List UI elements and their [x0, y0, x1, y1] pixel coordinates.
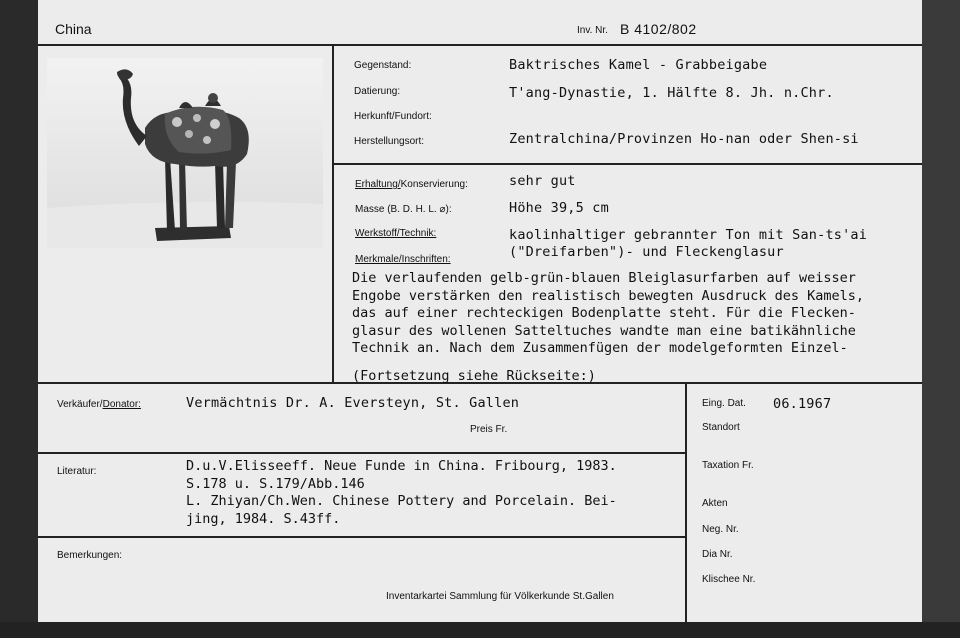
- akten-label: Akten: [702, 498, 728, 509]
- erhaltung-label: [355, 179, 468, 190]
- description-line: das auf einer rechteckigen Bodenplatte steht. Für die Flecken-: [352, 305, 856, 321]
- divider-literature: [38, 536, 685, 538]
- description-line: Engobe verstärken den realistisch bewegten Ausdruck des Kamels,: [352, 287, 865, 304]
- neg-nr-label: Neg. Nr.: [702, 524, 739, 535]
- divider-admin: [685, 382, 687, 622]
- erhaltung-label-rest: Konservierung:: [400, 179, 468, 190]
- gegenstand-value: Baktrisches Kamel - Grabbeigabe: [509, 57, 768, 73]
- divider-header: [38, 44, 922, 46]
- masse-value: Höhe 39,5 cm: [509, 200, 609, 216]
- verkaeufer-label: [57, 399, 141, 410]
- card-edge-right: [922, 0, 960, 638]
- inv-number-label: Inv. Nr.: [577, 25, 608, 36]
- country-label: China: [55, 21, 92, 37]
- klischee-nr-label: Klischee Nr.: [702, 574, 756, 585]
- herstellungsort-label: Herstellungsort:: [354, 136, 425, 147]
- eing-dat-value: 06.1967: [773, 396, 832, 412]
- taxation-label: Taxation Fr.: [702, 460, 754, 471]
- literature-line: jing, 1984. S.43ff.: [186, 510, 341, 527]
- divider-acquisition: [38, 452, 685, 454]
- werkstoff-label: Werkstoff/Technik:: [355, 228, 437, 239]
- masse-label: Masse (B. D. H. L. ⌀):: [355, 204, 452, 215]
- datierung-value: T'ang-Dynastie, 1. Hälfte 8. Jh. n.Chr.: [509, 85, 834, 101]
- description-line: Die verlaufenden gelb-grün-blauen Bleiglasurfarben auf weisser: [352, 270, 856, 286]
- eing-dat-label: Eing. Dat.: [702, 398, 746, 409]
- preis-label: Preis Fr.: [470, 424, 508, 435]
- werkstoff-line-1: kaolinhaltiger gebrannter Ton mit San-ts'ai: [509, 227, 868, 243]
- literature-line: D.u.V.Elisseeff. Neue Funde in China. Fribourg, 1983.: [186, 458, 617, 474]
- erhaltung-label-underlined: Erhaltung/: [355, 179, 401, 190]
- card-edge-bottom: [0, 622, 960, 638]
- inv-number: B 4102/802: [620, 21, 697, 37]
- datierung-label: Datierung:: [354, 86, 401, 97]
- dia-nr-label: Dia Nr.: [702, 549, 733, 560]
- merkmale-label: Merkmale/Inschriften:: [355, 254, 451, 265]
- standort-label: Standort: [702, 422, 740, 433]
- gegenstand-label: Gegenstand:: [354, 60, 412, 71]
- literature-line: L. Zhiyan/Ch.Wen. Chinese Pottery and Porcelain. Bei-: [186, 493, 617, 509]
- werkstoff-line-2: ("Dreifarben")- und Fleckenglasur: [509, 244, 784, 260]
- description-continuation: (Fortsetzung siehe Rückseite:): [352, 368, 596, 384]
- literature-line: S.178 u. S.179/Abb.146: [186, 475, 365, 492]
- verkaeufer-value: Vermächtnis Dr. A. Eversteyn, St. Gallen: [186, 395, 520, 411]
- description-line: glasur des wollenen Satteltuches wandte man eine batikähnliche: [352, 322, 856, 339]
- verkaeufer-label-a: Verkäufer/: [57, 399, 103, 410]
- erhaltung-value: sehr gut: [509, 173, 576, 189]
- divider-object: [332, 163, 922, 165]
- herkunft-label: Herkunft/Fundort:: [354, 111, 432, 122]
- description-line: Technik an. Nach dem Zusammenfügen der modelgeformten Einzel-: [352, 340, 848, 356]
- verkaeufer-label-b: Donator:: [102, 399, 141, 410]
- herstellungsort-value: Zentralchina/Provinzen Ho-nan oder Shen-si: [509, 131, 859, 147]
- footer-text: Inventarkartei Sammlung für Völkerkunde St.Gallen: [386, 591, 614, 602]
- divider-photo: [332, 44, 334, 382]
- object-photo: [47, 58, 323, 248]
- camel-image: [47, 58, 323, 248]
- bemerkungen-label: Bemerkungen:: [57, 550, 123, 561]
- literatur-label: Literatur:: [57, 466, 97, 477]
